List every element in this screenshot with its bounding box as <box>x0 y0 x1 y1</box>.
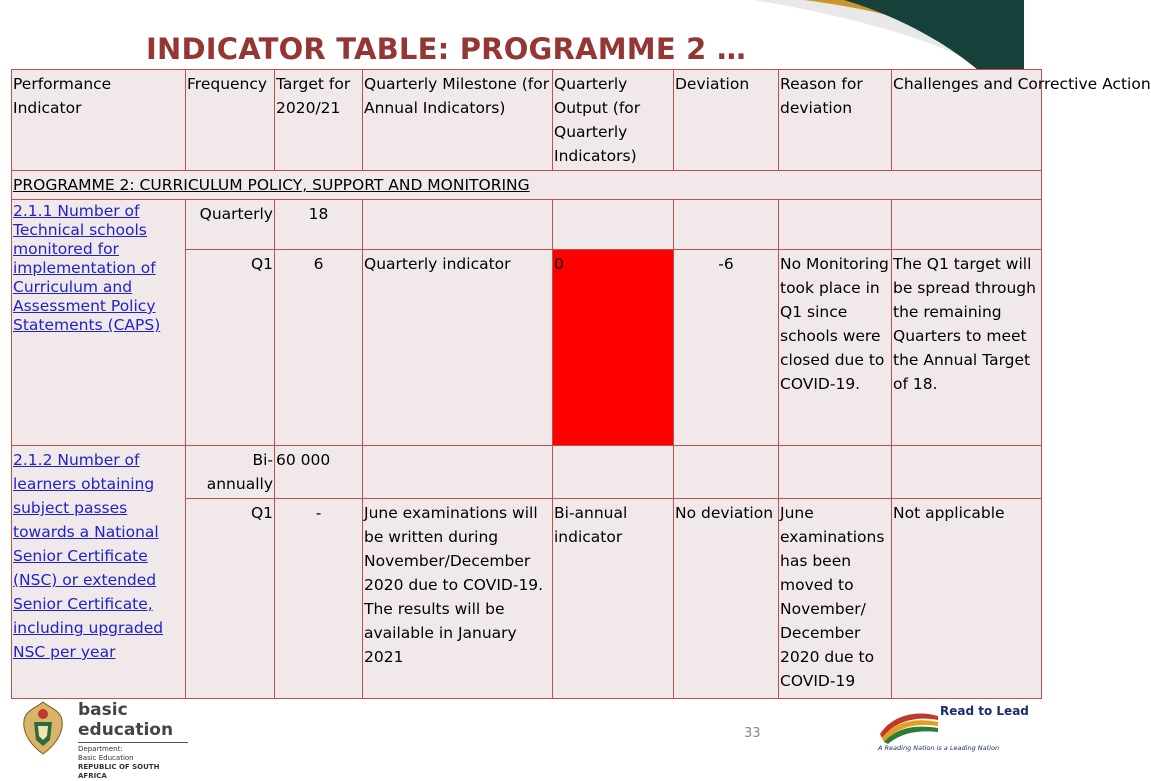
indicator-1-target: 18 <box>275 200 363 250</box>
programme-label: PROGRAMME 2: CURRICULUM POLICY, SUPPORT AND MONITORING <box>13 176 530 194</box>
indicator-2-reason: June examinations has been moved to November/ December 2020 due to COVID-19 <box>779 499 892 699</box>
book-stripes-icon <box>878 704 940 744</box>
empty-cell <box>363 200 553 250</box>
header-quarterly-milestone: Quarterly Milestone (for Annual Indicators) <box>363 70 553 171</box>
indicator-2-output: Bi-annual indicator <box>553 499 674 699</box>
read-to-lead-logo <box>876 700 1029 762</box>
indicator-1-frequency: Quarterly <box>186 200 275 250</box>
empty-cell <box>892 200 1042 250</box>
indicator-table <box>11 69 1151 699</box>
header-performance-indicator: Performance Indicator <box>12 70 186 171</box>
header-reason: Reason for deviation <box>779 70 892 171</box>
indicator-2-challenges: Not applicable <box>892 499 1042 699</box>
empty-cell <box>553 200 674 250</box>
indicator-1-deviation: -6 <box>674 250 779 446</box>
header-deviation: Deviation <box>674 70 779 171</box>
indicator-2-frequency: Bi-annually <box>186 446 275 499</box>
indicator-2-target: 60 000 <box>275 446 363 499</box>
header-target: Target for 2020/21 <box>275 70 363 171</box>
page-title: INDICATOR TABLE: PROGRAMME 2 … <box>146 32 747 66</box>
read-to-lead-title: Read to Lead <box>940 704 1029 718</box>
department-line-3: REPUBLIC OF SOUTH AFRICA <box>78 763 160 780</box>
department-line-1: Department: <box>78 745 123 753</box>
empty-cell <box>553 446 674 499</box>
header-frequency: Frequency <box>186 70 275 171</box>
empty-cell <box>674 446 779 499</box>
empty-cell <box>892 446 1042 499</box>
indicator-2-milestone: June examinations will be written during November/December 2020 due to COVID-19. The results will be available in January 2021 <box>363 499 553 699</box>
indicator-2-deviation: No deviation <box>674 499 779 699</box>
table-row <box>12 446 1042 499</box>
empty-cell <box>674 200 779 250</box>
indicator-2-quarter: Q1 <box>186 499 275 699</box>
department-logo <box>20 700 190 780</box>
department-line-2: Basic Education <box>78 754 134 762</box>
indicator-1-link[interactable]: 2.1.1 Number of Technical schools monitored for implementation of Curriculum and Assessment Policy Statements (CAPS) <box>13 202 161 334</box>
coat-of-arms-icon <box>20 700 66 756</box>
indicator-1-challenges: The Q1 target will be spread through the remaining Quarters to meet the Annual Target of 18. <box>892 250 1042 446</box>
empty-cell <box>779 200 892 250</box>
read-to-lead-tagline: A Reading Nation is a Leading Nation <box>878 744 1000 752</box>
indicator-2-cell <box>12 446 186 699</box>
header-challenges: Challenges and Corrective Action <box>892 70 1042 171</box>
department-text <box>78 700 190 781</box>
empty-cell <box>363 446 553 499</box>
header-quarterly-output: Quarterly Output (for Quarterly Indicators) <box>553 70 674 171</box>
indicator-1-quarter: Q1 <box>186 250 275 446</box>
indicator-2-quarter-target: - <box>275 499 363 699</box>
indicator-1-quarter-target: 6 <box>275 250 363 446</box>
indicator-1-cell <box>12 200 186 446</box>
programme-row <box>12 171 1042 200</box>
indicator-1-milestone: Quarterly indicator <box>363 250 553 446</box>
page-number: 33 <box>744 726 761 741</box>
empty-cell <box>779 446 892 499</box>
divider <box>78 742 188 743</box>
indicator-1-output: 0 <box>553 250 674 446</box>
indicator-2-link[interactable]: 2.1.2 Number of learners obtaining subject passes towards a National Senior Certificate (NSC) or extended Senior Certificate, including upgraded NSC per year <box>13 451 164 661</box>
table-row <box>12 200 1042 250</box>
indicator-1-reason: No Monitoring took place in Q1 since schools were closed due to COVID-19. <box>779 250 892 446</box>
programme-label-cell <box>12 171 1042 200</box>
department-title: basic education <box>78 700 174 740</box>
table-header-row <box>12 70 1042 171</box>
